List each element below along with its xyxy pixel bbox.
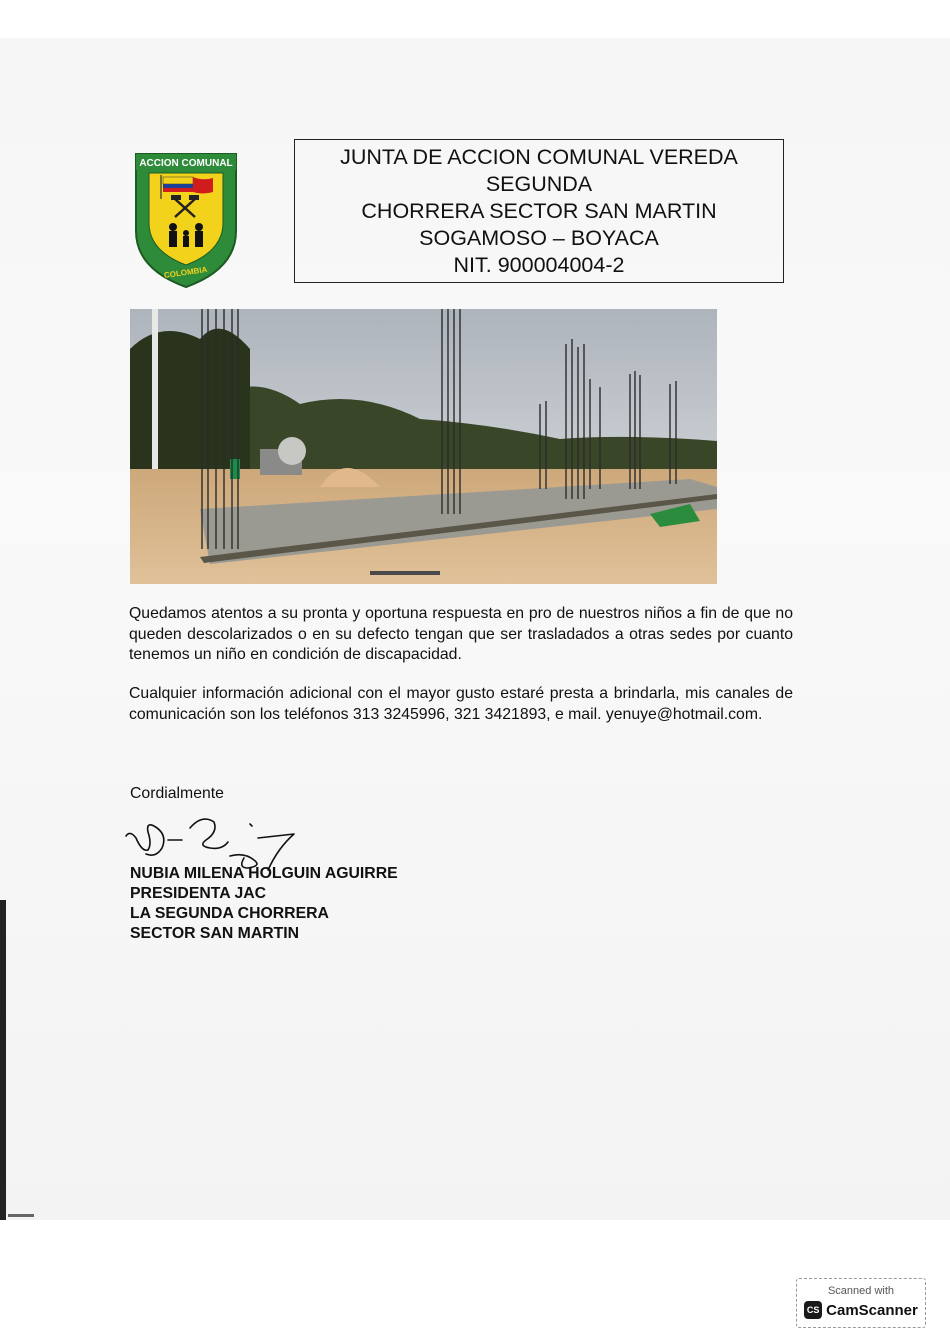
scanned-with-label: Scanned with bbox=[827, 1285, 895, 1297]
signer-org-line-2: SECTOR SAN MARTIN bbox=[130, 925, 300, 942]
camscanner-watermark bbox=[796, 1278, 926, 1328]
accion-comunal-logo-icon bbox=[133, 151, 239, 289]
signer-name: NUBIA MILENA HOLGUIN AGUIRRE bbox=[130, 865, 398, 882]
signature-block bbox=[130, 864, 398, 944]
construction-site-photo bbox=[130, 309, 717, 584]
header-line-2: SEGUNDA bbox=[485, 171, 593, 196]
header-line-4: SOGAMOSO – BOYACA bbox=[419, 225, 659, 250]
organization-header bbox=[294, 139, 784, 283]
scan-edge-shadow bbox=[0, 900, 6, 1220]
camscanner-name: CamScanner bbox=[826, 1301, 918, 1319]
body-paragraph-2: Cualquier información adicional con el mayor gusto estaré presta a brindarla, mis canales de comunicación son los teléfonos 313 3245996, 321 3421893, e mail. yenuye@hotmail.com. bbox=[129, 685, 793, 723]
svg-text:COLOMBIA: COLOMBIA bbox=[163, 265, 208, 281]
camscanner-logo-icon: CS bbox=[804, 1301, 822, 1319]
body-paragraph-1: Quedamos atentos a su pronta y oportuna respuesta en pro de nuestros niños a fin de que no queden descolarizados o en su defecto tengan que ser trasladados a otras sedes por cuanto tenemos un niño en condición de discapacidad. bbox=[129, 605, 793, 663]
header-line-3: CHORRERA SECTOR SAN MARTIN bbox=[361, 198, 717, 223]
svg-text:ACCION COMUNAL: ACCION COMUNAL bbox=[139, 158, 233, 169]
signer-title: PRESIDENTA JAC bbox=[130, 885, 267, 902]
closing-salutation: Cordialmente bbox=[130, 785, 224, 802]
scan-edge-mark bbox=[8, 1214, 34, 1217]
signer-org-line-1: LA SEGUNDA CHORRERA bbox=[130, 905, 329, 922]
header-nit: NIT. 900004004-2 bbox=[453, 252, 625, 277]
header-line-1: JUNTA DE ACCION COMUNAL VEREDA bbox=[340, 144, 738, 169]
